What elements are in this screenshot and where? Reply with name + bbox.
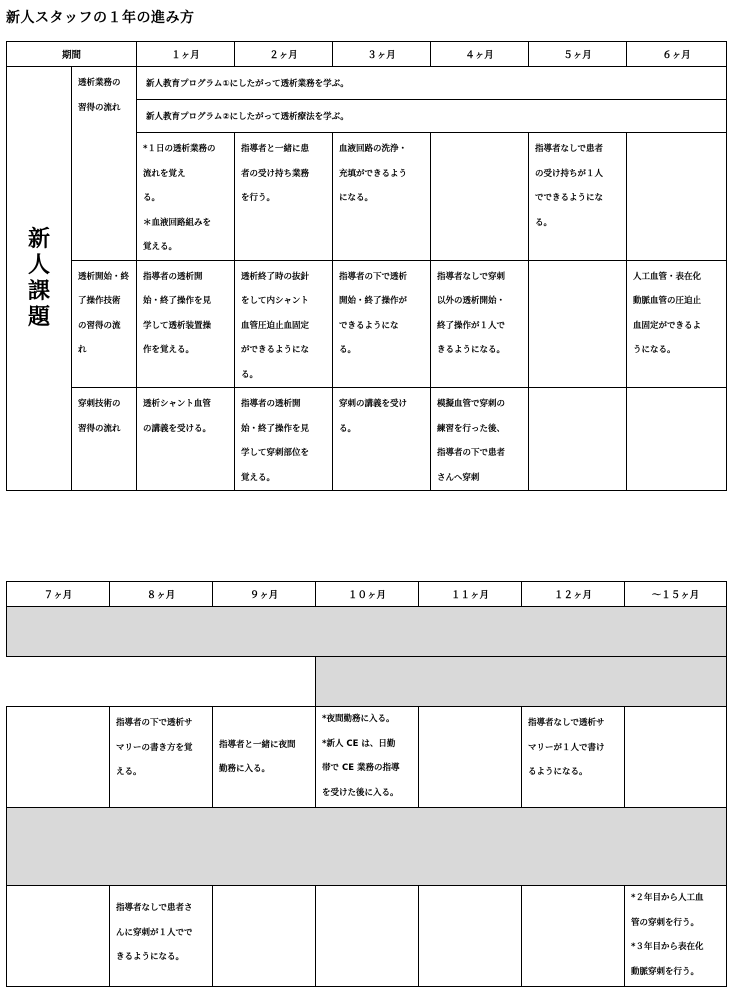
program-1-continuation-bar — [7, 607, 727, 657]
start-end-continuation-bar — [7, 808, 727, 886]
row-label-puncture: 穿刺技術の 習得の流れ — [72, 388, 137, 491]
program-1-cell: 新人教育プログラム①にしたがって透析業務を学ぶ。 — [137, 67, 727, 100]
t2-r3-month-10: *夜間勤務に入る。 *新人 CE は、日勤 帯で CE 業務の指導 を受けた後に入る。 — [316, 707, 419, 808]
t2-r3-month-7 — [7, 707, 110, 808]
r1-month-1: *１日の透析業務の 流れを覚え る。 ＊血液回路組みを 覚える。 — [137, 133, 235, 261]
schedule-table-months-1-6 — [6, 41, 727, 491]
program-2-continuation-bar — [316, 657, 727, 707]
t2-r3-month-9: 指導者と一緒に夜間 勤務に入る。 — [213, 707, 316, 808]
r2-month-6: 人工血管・表在化 動脈血管の圧迫止 血固定ができるよ うになる。 — [627, 260, 727, 388]
row-label-start-end-operation: 透析開始・終 了操作技術 の習得の流 れ — [72, 260, 137, 388]
t2-r5-month-11 — [419, 886, 522, 987]
side-label-text: 新人課題 — [28, 226, 51, 330]
r3-month-4: 模擬血管で穿刺の 練習を行った後、 指導者の下で患者 さんへ穿刺 — [431, 388, 529, 491]
header-month-2: ２ヶ月 — [235, 42, 333, 67]
t2-r3-month-15 — [625, 707, 727, 808]
r2-month-2: 透析終了時の抜針 をして内シャント 血管圧迫止血固定 ができるようにな る。 — [235, 260, 333, 388]
program-2-blank — [7, 657, 316, 707]
page-title: 新人スタッフの１年の進み方 — [6, 10, 195, 26]
r3-month-6 — [627, 388, 727, 491]
r1-month-2: 指導者と一緒に患 者の受け持ち業務 を行う。 — [235, 133, 333, 261]
header-month-12: １２ヶ月 — [522, 582, 625, 607]
r1-month-3: 血液回路の洗浄・ 充填ができるよう になる。 — [333, 133, 431, 261]
r2-month-4: 指導者なしで穿刺 以外の透析開始・ 終了操作が１人で きるようになる。 — [431, 260, 529, 388]
t2-r5-month-7 — [7, 886, 110, 987]
r2-month-3: 指導者の下で透析 開始・終了操作が できるようにな る。 — [333, 260, 431, 388]
t2-r5-month-8: 指導者なしで患者さ んに穿刺が１人でで きるようになる。 — [110, 886, 213, 987]
t2-r3-month-12: 指導者なしで透析サ マリーが１人で書け るようになる。 — [522, 707, 625, 808]
r3-month-3: 穿刺の講義を受け る。 — [333, 388, 431, 491]
header-month-10: １０ヶ月 — [316, 582, 419, 607]
t2-r5-month-10 — [316, 886, 419, 987]
r3-month-1: 透析シャント血管 の講義を受ける。 — [137, 388, 235, 491]
r3-month-2: 指導者の透析開 始・終了操作を見 学して穿刺部位を 覚える。 — [235, 388, 333, 491]
header-month-4: ４ヶ月 — [431, 42, 529, 67]
t2-r3-month-11 — [419, 707, 522, 808]
r1-month-6 — [627, 133, 727, 261]
r3-month-5 — [529, 388, 627, 491]
header-month-1: １ヶ月 — [137, 42, 235, 67]
header-month-6: ６ヶ月 — [627, 42, 727, 67]
t2-r5-month-12 — [522, 886, 625, 987]
t2-r3-month-8: 指導者の下で透析サ マリーの書き方を覚 える。 — [110, 707, 213, 808]
header-month-11: １１ヶ月 — [419, 582, 522, 607]
r2-month-5 — [529, 260, 627, 388]
header-month-15: ～１５ヶ月 — [625, 582, 727, 607]
side-label-new-tasks — [7, 67, 72, 491]
header-month-8: ８ヶ月 — [110, 582, 213, 607]
r2-month-1: 指導者の透析開 始・終了操作を見 学して透析装置操 作を覚える。 — [137, 260, 235, 388]
header-month-9: ９ヶ月 — [213, 582, 316, 607]
row-label-dialysis-work: 透析業務の 習得の流れ — [72, 67, 137, 261]
header-period: 期間 — [7, 42, 137, 67]
r1-month-5: 指導者なしで患者 の受け持ちが１人 でできるようにな る。 — [529, 133, 627, 261]
program-2-cell: 新人教育プログラム②にしたがって透析療法を学ぶ。 — [137, 100, 727, 133]
schedule-table-months-7-15 — [6, 581, 727, 987]
header-month-7: ７ヶ月 — [7, 582, 110, 607]
r1-month-4 — [431, 133, 529, 261]
header-month-5: ５ヶ月 — [529, 42, 627, 67]
header-month-3: ３ヶ月 — [333, 42, 431, 67]
t2-r5-month-9 — [213, 886, 316, 987]
t2-r5-month-15: *２年目から人工血 管の穿刺を行う。 *３年目から表在化 動脈穿刺を行う。 — [625, 886, 727, 987]
